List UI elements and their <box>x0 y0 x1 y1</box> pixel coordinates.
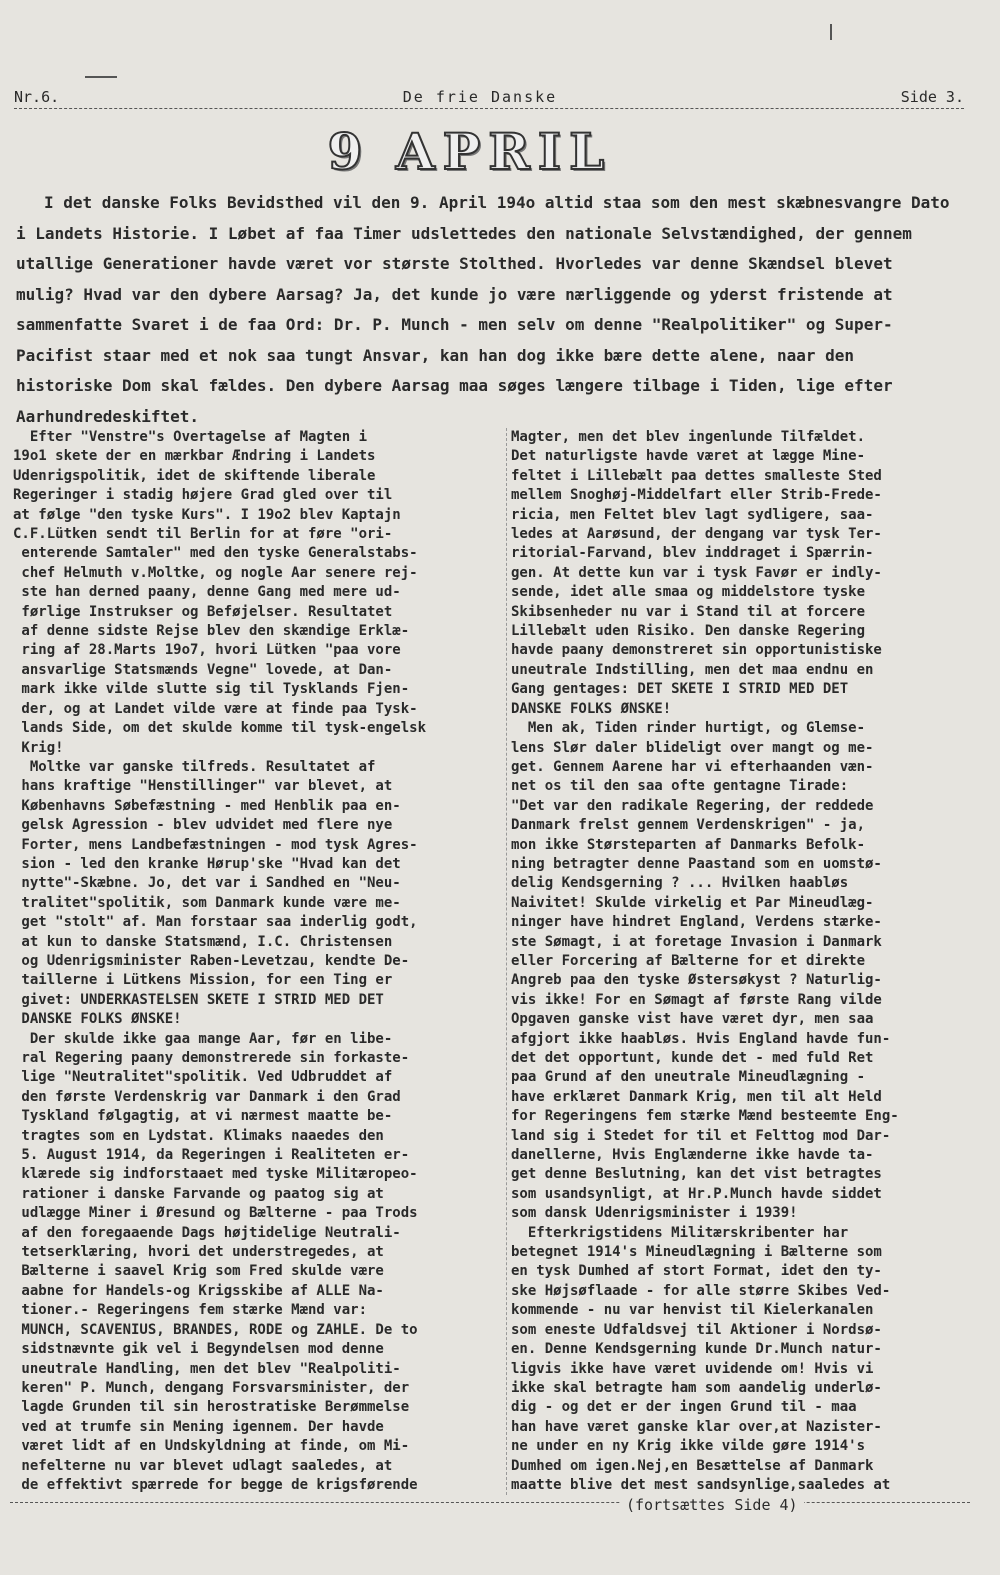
issue-number: Nr.6. <box>14 88 60 106</box>
page-number: Side 3. <box>900 88 964 106</box>
ink-mark <box>830 24 832 40</box>
page-header <box>14 88 964 109</box>
continuation-note: (fortsættes Side 4) <box>620 1496 804 1514</box>
right-column-text: Magter, men det blev ingenlunde Tilfældet. Det naturligste havde været at lægge Mine- feltet i Lillebælt paa dettes smalleste Sted mellem Snoghøj-Middelfart eller Strib-Frede- ricia, men Feltet blev lagt sydligere, saa- ledes at Aarøsund, der dengang var tysk Ter- ritorial-Farvand, blev inddraget i Spærrin- gen. At dette kun var i tysk Favør er indly- sende, idet alle smaa og middelstore tyske Skibsenheder nu var i Stand til at forcere Lillebælt uden Risiko. Den danske Regering havde paany demonstreret sin opportunistiske uneutrale Indstilling, men det maa endnu en Gang gentages: DET SKETE I STRID MED DET DANSKE FOLKS ØNSKE! Men ak, Tiden rinder hurtigt, og Glemse- lens Slør daler blideligt over mangt og me- get. Gennem Aarene har vi efterhaanden væn- net os til den saa ofte gentagne Tirade: "Det var den radikale Regering, der reddede Danmark frelst gennem Verdenskrigen" - ja, mon ikke Størsteparten af Danmarks Befolk- ning betragter denne Paastand som en uomstø- delig Kendsgerning ? ... Hvilken haabløs Naivitet! Skulde virkelig et Par Mineudlæg- ninger have hindret England, Verdens stærke- ste Sømagt, i at foretage Invasion i Danmark eller Forcering af Bælterne for et direkte Angreb paa den tyske Østersøkyst ? Naturlig- vis ikke! For en Sømagt af første Rang vilde Opgaven ganske vist have været dyr, men saa afgjort ikke haabløs. Hvis England havde fun- det det opportunt, kunde det - med fuld Ret paa Grund af den uneutrale Mineudlægning - have erklæret Danmark Krig, men til alt Held for Regeringens fem stærke Mænd besteemte Eng- land sig i Stedet for til et Felttog mod Dar- danellerne, Hvis Englænderne ikke havde ta- get denne Beslutning, kan det vist betragtes som usandsynligt, at Hr.P.Munch havde siddet som dansk Udenrigsminister i 1939! Efterkrigstidens Militærskribenter har betegnet 1914's Mineudlægning i Bælterne som en tysk Dumhed af stort Format, idet den ty- ske Højsøflaade - for alle større Skibes Ved- kommende - nu var henvist til Kielerkanalen som eneste Udfaldsvej til Aktioner i Nordsø- en. Denne Kendsgerning kunde Dr.Munch natur- ligvis ikke have været uvidende om! Hvis vi ikke skal betragte ham som aandelig underlø- dig - og det er der ingen Grund til - maa han have været ganske klar over,at Nazister- ne under en ny Krig ikke vilde gøre 1914's Dumhed om igen.Nej,en Besættelse af Danmark maatte blive det mest sandsynlige,saaledes at <box>506 428 971 1495</box>
intro-paragraph: I det danske Folks Bevidsthed vil den 9. April 194o altid staa som den mest skæbnesvangre Dato i Landets Historie. I Løbet af faa Timer udslettedes den nationale Selvstændighed, der gennem utallige Generationer havde været vor største Stolthed. Hvorledes var denne Skændsel blevet mulig? Hvad var den dybere Aarsag? Ja, det kunde jo være nærliggende og yderst fristende at sammenfatte Svaret i de faa Ord: Dr. P. Munch - men selv om denne "Realpolitiker" og Super-Pacifist staar med et nok saa tungt Ansvar, kan han dog ikke bære dette alene, naar den historiske Dom skal fældes. Den dybere Aarsag maa søges længere tilbage i Tiden, lige efter Aarhundredeskiftet. <box>16 193 950 426</box>
article-title: 9 APRIL <box>327 122 613 181</box>
left-column-text: Efter "Venstre"s Overtagelse af Magten i 19o1 skete der en mærkbar Ændring i Landets Udenrigspolitik, idet de skiftende liberale Regeringer i stadig højere Grad gled over til at følge "den tyske Kurs". I 19o2 blev Kaptajn C.F.Lütken sendt til Berlin for at føre "ori- enterende Samtaler" med den tyske Generalstabs- chef Helmuth v.Moltke, og nogle Aar senere rej- ste han derned paany, denne Gang med mere ud- førlige Instrukser og Beføjelser. Resultatet af denne sidste Rejse blev den skændige Erklæ- ring af 28.Marts 19o7, hvori Lütken "paa vore ansvarlige Statsmænds Vegne" lovede, at Dan- mark ikke vilde slutte sig til Tysklands Fjen- der, og at Landet vilde være at finde paa Tysk- lands Side, om det skulde komme til tysk-engelsk Krig! Moltke var ganske tilfreds. Resultatet af hans kraftige "Henstillinger" var blevet, at Københavns Søbefæstning - med Henblik paa en- gelsk Agression - blev udvidet med flere nye Forter, mens Landbefæstningen - mod tysk Agres- sion - led den kranke Hørup'ske "Hvad kan det nytte"-Skæbne. Jo, det var i Sandhed en "Neu- tralitet"spolitik, som Danmark kunde være me- get "stolt" af. Man forstaar saa inderlig godt, at kun to danske Statsmænd, I.C. Christensen og Udenrigsminister Raben-Levetzau, kendte De- taillerne i Lütkens Mission, for een Ting er givet: UNDERKASTELSEN SKETE I STRID MED DET DANSKE FOLKS ØNSKE! Der skulde ikke gaa mange Aar, før en libe- ral Regering paany demonstrerede sin forkaste- lige "Neutralitet"spolitik. Ved Udbruddet af den første Verdenskrig var Danmark i den Grad Tyskland følgagtig, at vi nærmest maatte be- tragtes som en Lydstat. Klimaks naaedes den 5. August 1914, da Regeringen i Realiteten er- klærede sig indforstaaet med tyske Militæropeo- rationer i danske Farvande og paatog sig at udlægge Miner i Øresund og Bælterne - paa Trods af den foregaaende Dags højtidelige Neutrali- tetserklæring, hvori det understregedes, at Bælterne i saavel Krig som Fred skulde være aabne for Handels-og Krigsskibe af ALLE Na- tioner.- Regeringens fem stærke Mænd var: MUNCH, SCAVENIUS, BRANDES, RODE og ZAHLE. De to sidstnævnte gik vel i Begyndelsen mod denne uneutrale Handling, men det blev "Realpoliti- keren" P. Munch, dengang Forsvarsminister, der lagde Grunden til sin herostratiske Berømmelse ved at trumfe sin Mening igennem. Der havde været lidt af en Undskyldning at finde, om Mi- nefelterne nu var blevet udlagt saaledes, at de effektivt spærrede for begge de krigsførende <box>13 429 427 1493</box>
paper-name: De frie Danske <box>402 88 558 106</box>
footer-rule <box>10 1502 970 1503</box>
ink-mark <box>85 76 117 78</box>
